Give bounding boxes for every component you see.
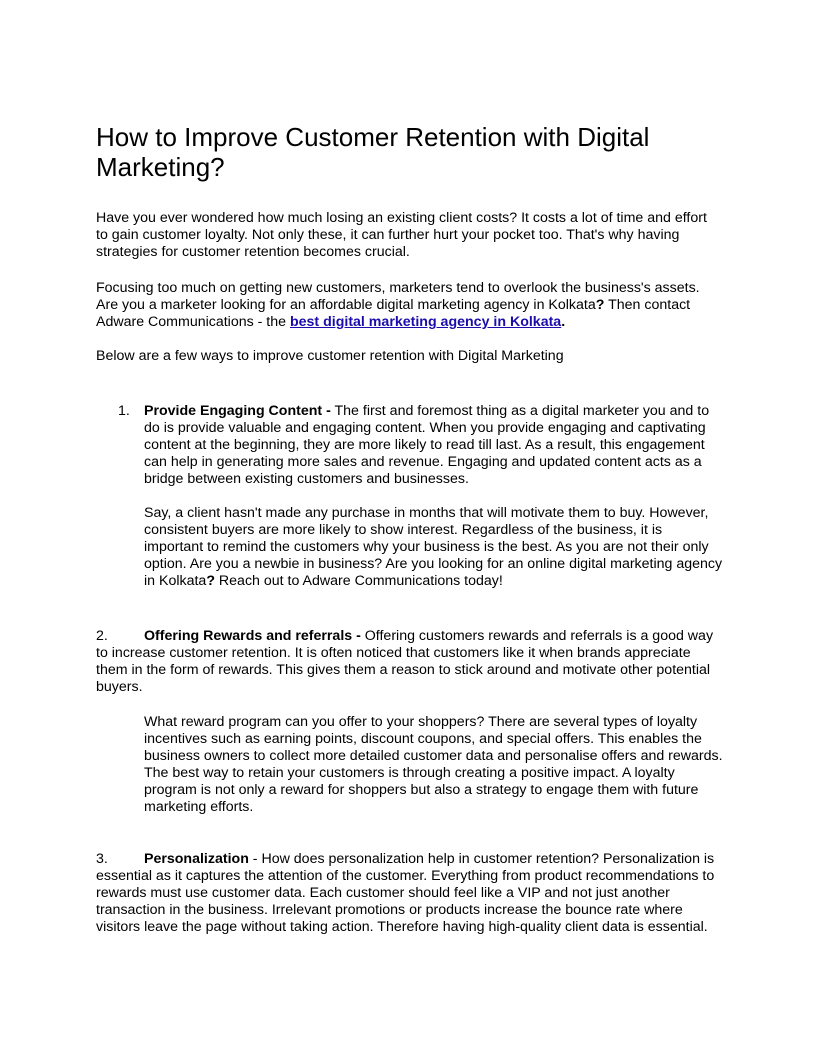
intro-paragraph-1: Have you ever wondered how much losing an existing client costs? It costs a lot of time and effort to gain customer loyalty. Not only these, it can further hurt your pocket too. That's why having strategies for customer retention becomes crucial. bbox=[96, 210, 707, 260]
item-3-heading: Personalization bbox=[144, 851, 249, 867]
item-1-paragraph bbox=[144, 403, 724, 488]
item-1-paragraph-2-text: Say, a client hasn't made any purchase in months that will motivate them to buy. However, consistent buyers are more likely to show interest. Regardless of the business, it is important to remind the customers why your business is the best. As you are not their only option. Are you a newbie in business? Are you looking for an online digital marketing agency in Kolkata bbox=[144, 505, 723, 589]
agency-link[interactable]: best digital marketing agency in Kolkata bbox=[289, 314, 562, 330]
item-1-paragraph-2 bbox=[144, 505, 724, 590]
item-3-paragraph bbox=[96, 851, 722, 936]
intro-paragraph-3: Below are a few ways to improve customer retention with Digital Marketing bbox=[96, 348, 564, 364]
item-1-heading: Provide Engaging Content - bbox=[144, 403, 331, 419]
item-3-number: 3. bbox=[96, 851, 108, 867]
intro-question-mark: ? bbox=[595, 297, 605, 313]
item-2-paragraph-2: What reward program can you offer to your shoppers? There are several types of loyalty incentives such as earning points, discount coupons, and special offers. This enables the business owners to collect more detailed customer data and personalise offers and rewards. The best way to retain your customers is through creating a positive impact. A loyalty program is not only a reward for shoppers but also a strategy to engage them with future marketing efforts. bbox=[144, 714, 723, 815]
item-1-number: 1. bbox=[118, 403, 130, 419]
item-2-number: 2. bbox=[96, 628, 108, 644]
item-1-paragraph-2-text-b: Reach out to Adware Communications today! bbox=[214, 573, 503, 589]
page-title: How to Improve Customer Retention with Digital Marketing? bbox=[96, 122, 650, 182]
item-1-question-mark: ? bbox=[206, 573, 215, 589]
intro-paragraph-2-text-b: Then contact Adware Communications - the bbox=[96, 297, 691, 330]
item-2-paragraph bbox=[96, 628, 722, 696]
item-2-heading: Offering Rewards and referrals - bbox=[144, 628, 361, 644]
intro-period: . bbox=[561, 314, 566, 330]
intro-paragraph-2 bbox=[96, 280, 722, 331]
item-3-text: - How does personalization help in customer retention? Personalization is essential as it captures the attention of the customer. Everything from product recommendations to rewards must use customer data. Each customer should feel like a VIP and not just another transaction in the business. Irrelevant promotions or products increase the bounce rate where visitors leave the page without taking action. Therefore having high-quality client data is essential. bbox=[96, 851, 715, 935]
item-1-text: The first and foremost thing as a digital marketer you and to do is provide valuable and engaging content. When you provide engaging and captivating content at the beginning, they are more likely to read till last. As a result, this engagement can help in generating more sales and revenue. Engaging and updated content acts as a bridge between existing customers and businesses. bbox=[144, 403, 710, 487]
item-2-text: Offering customers rewards and referrals is a good way to increase customer retention. It is often noticed that customers like it when brands appreciate them in the form of rewards. This gives them a reason to stick around and motivate other potential buyers. bbox=[96, 628, 714, 695]
intro-paragraph-2-text: Focusing too much on getting new customers, marketers tend to overlook the business's assets. Are you a marketer looking for an affordable digital marketing agency in Kolkata bbox=[96, 280, 700, 313]
